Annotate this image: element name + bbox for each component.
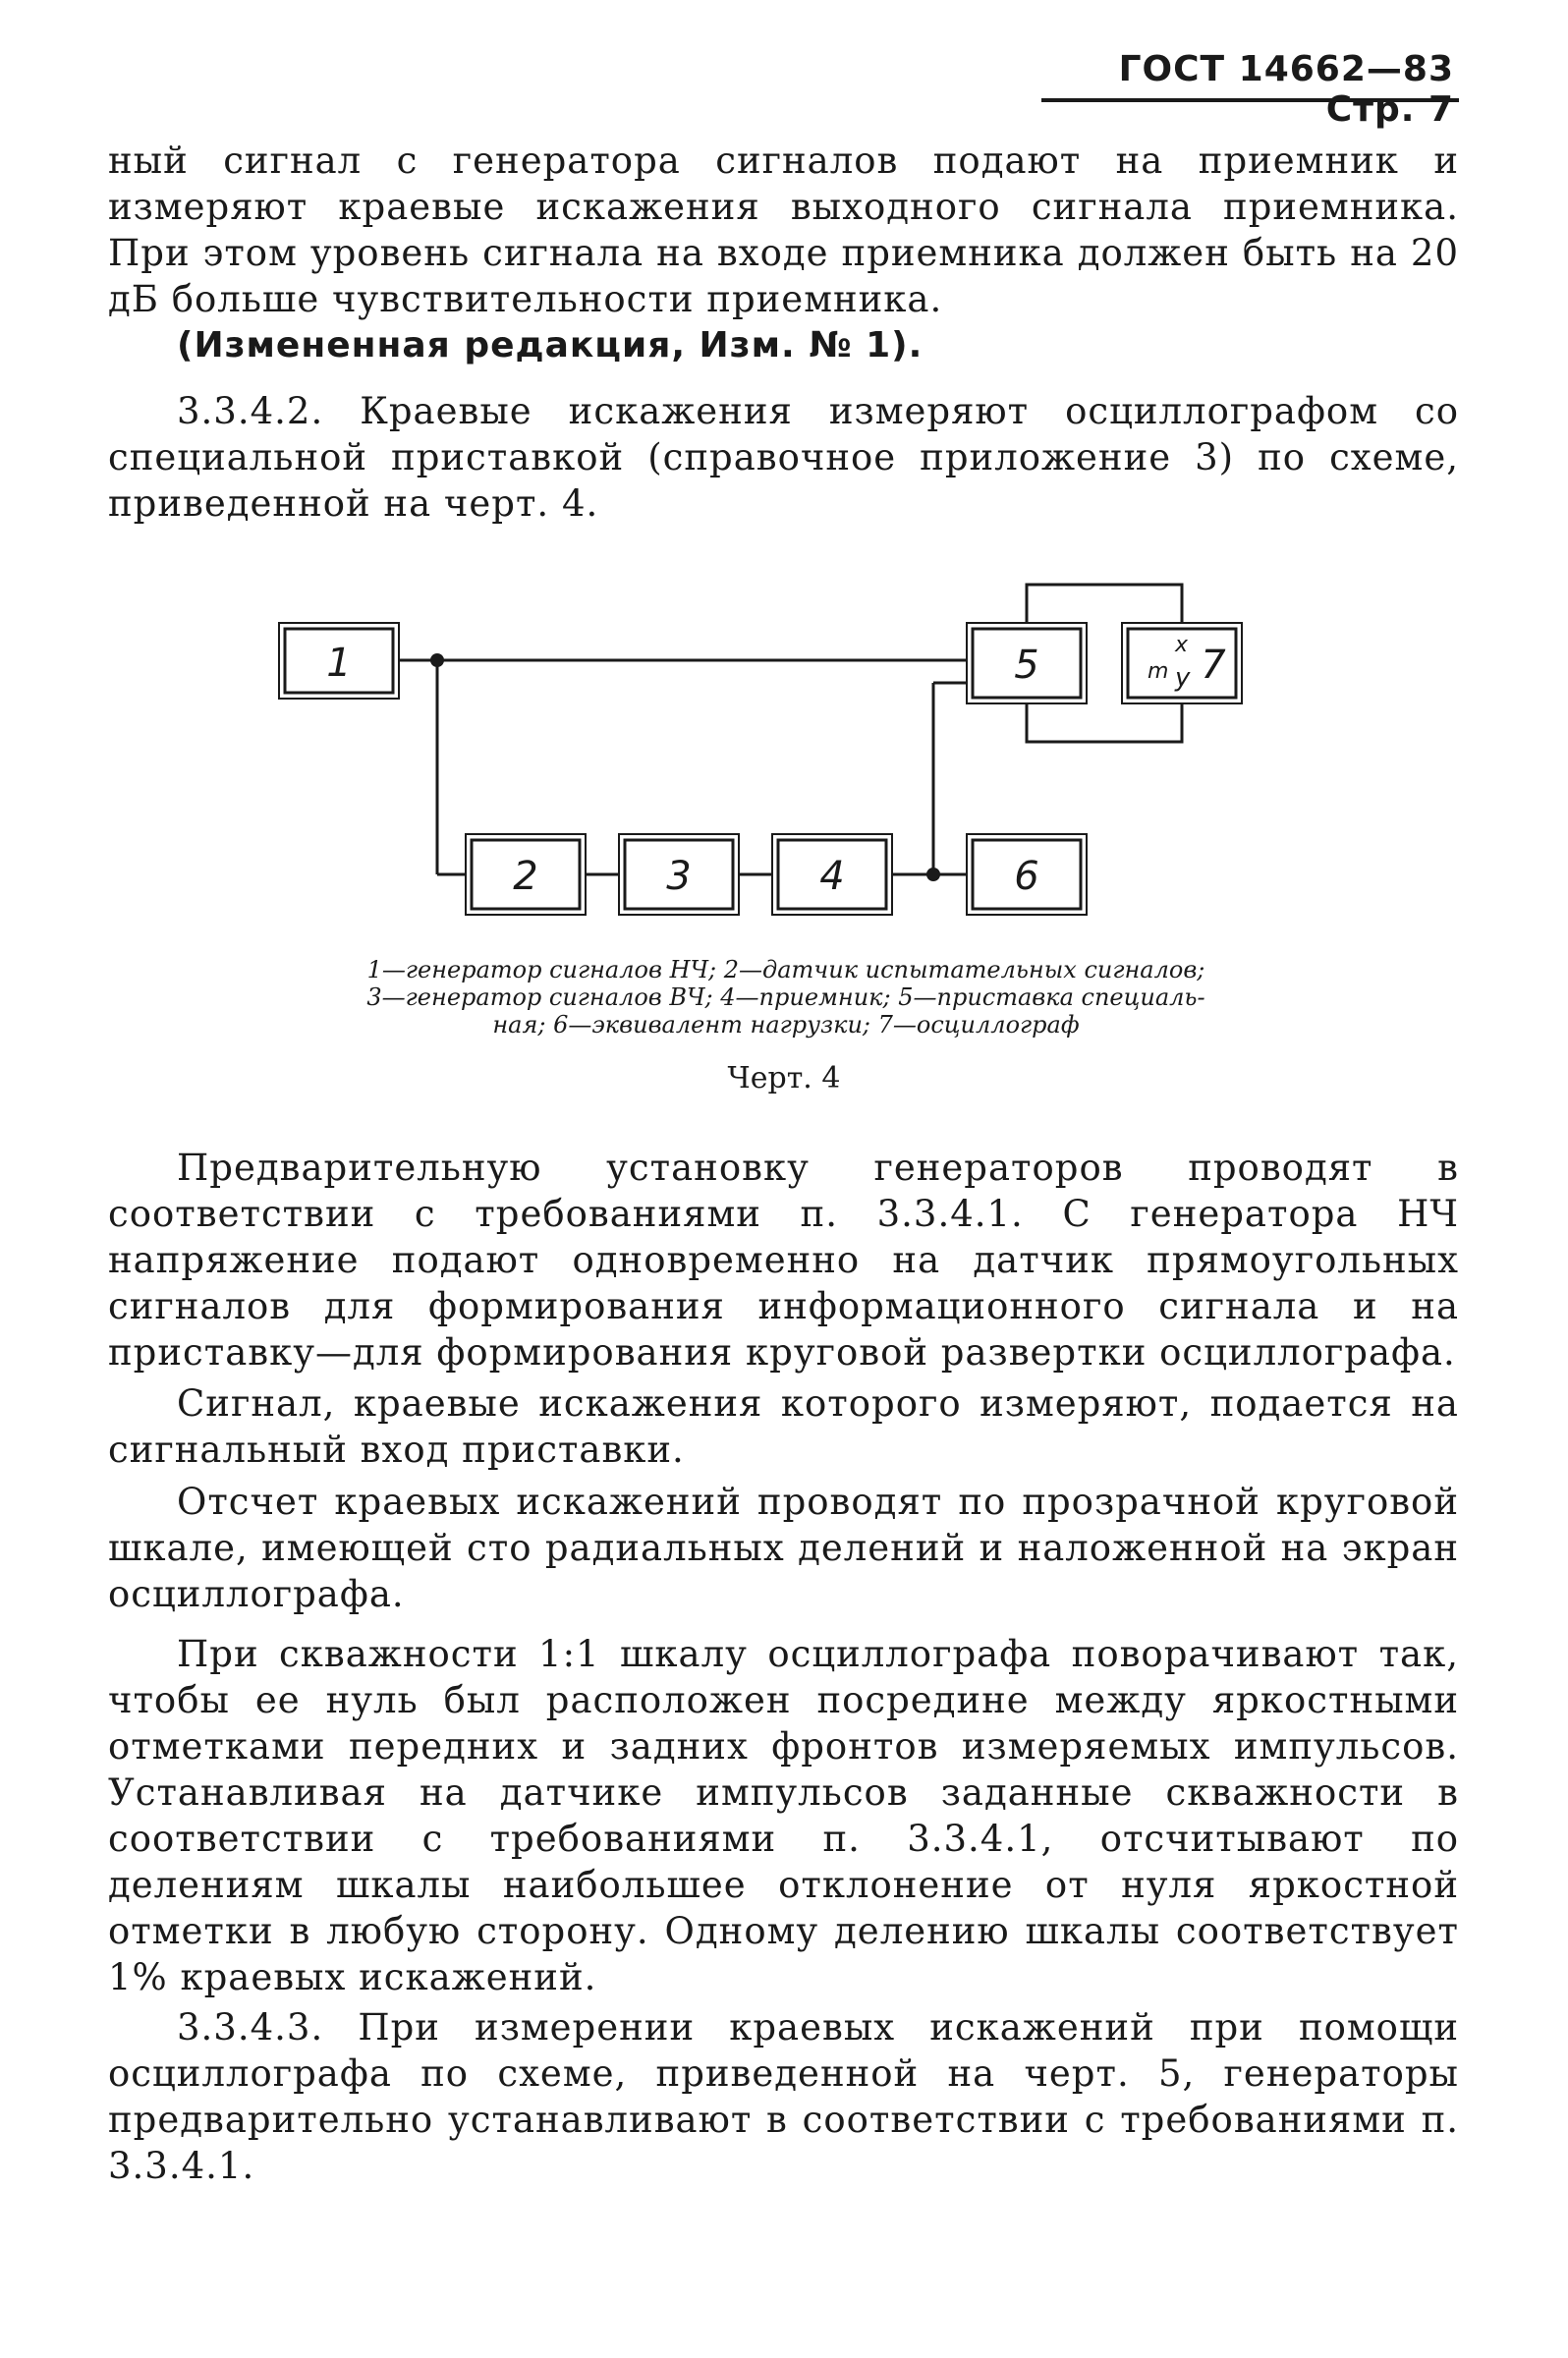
block-7-x: x bbox=[1175, 633, 1189, 657]
paragraph-3-3-4-3: 3.3.4.3. При измерении краевых искажений при помощи осциллографа по схеме, приведенной на черт. 5, генераторы предварительно устанавливают в соответствии с требованиями п. 3.3.4.1. bbox=[108, 2006, 1459, 2187]
block-1-label: 1 bbox=[326, 641, 352, 686]
paragraph-amendment: (Измененная редакция, Изм. № 1). bbox=[177, 325, 924, 365]
paragraph-1: ный сигнал с генератора сигналов подают на приемник и измеряют краевые искажения выходного сигнала приемника. При этом уровень сигнала на входе приемника должен быть на 20 дБ больше чувствительности приемника. bbox=[108, 140, 1459, 320]
block-7-m: m bbox=[1148, 659, 1169, 684]
block-3-label: 3 bbox=[666, 854, 692, 899]
block-diagram bbox=[0, 0, 1568, 1041]
block-5-label: 5 bbox=[1014, 643, 1039, 688]
block-6-label: 6 bbox=[1014, 854, 1039, 899]
block-2-label: 2 bbox=[513, 854, 538, 899]
paragraph-duty-cycle: При скважности 1:1 шкалу осциллографа поворачивают так, чтобы ее нуль был расположен посредине между яркостными отметками передних и задних фронтов измеряемых импульсов. Устанавливая на датчике импульсов заданные скважности в соответствии с требованиями п. 3.3.4.1, отсчитывают по делениям шкалы наибольшее отклонение от нуля яркостной отметки в любую сторону. Одному делению шкалы соответствует 1% краевых искажений. bbox=[108, 1633, 1459, 1998]
caption-line-1: 1—генератор сигналов НЧ; 2—датчик испытательных сигналов; bbox=[366, 956, 1205, 983]
block-4-label: 4 bbox=[819, 854, 845, 899]
paragraph-scale: Отсчет краевых искажений проводят по прозрачной круговой шкале, имеющей сто радиальных делений и наложенной на экран осциллографа. bbox=[108, 1481, 1459, 1615]
paragraph-preset: Предварительную установку генераторов проводят в соответствии с требованиями п. 3.3.4.1. С генератора НЧ напряжение подают одновременно на датчик прямоугольных сигналов для формирования информационного сигнала и на приставку—для формирования круговой развертки осциллографа. bbox=[108, 1147, 1459, 1374]
block-7-label: 7 bbox=[1201, 643, 1226, 688]
wire-5-7-bottom bbox=[1027, 703, 1182, 742]
page-header: ГОСТ 14662—83 Стр. 7 bbox=[1118, 49, 1454, 130]
junction-1 bbox=[430, 653, 444, 667]
junction-4 bbox=[926, 868, 940, 881]
block-7-y: y bbox=[1175, 663, 1191, 693]
paragraph-signal: Сигнал, краевые искажения которого измеряют, подается на сигнальный вход приставки. bbox=[108, 1382, 1459, 1471]
caption-line-3: ная; 6—эквивалент нагрузки; 7—осциллограф bbox=[492, 1011, 1080, 1039]
paragraph-3-3-4-2: 3.3.4.2. Краевые искажения измеряют осциллографом со специальной приставкой (справочное приложение 3) по схеме, приведенной на черт. 4. bbox=[108, 390, 1459, 525]
caption-line-2: 3—генератор сигналов ВЧ; 4—приемник; 5—приставка специаль- bbox=[366, 983, 1205, 1011]
figure-title: Черт. 4 bbox=[727, 1061, 841, 1095]
wire-5-7-top bbox=[1027, 585, 1182, 623]
